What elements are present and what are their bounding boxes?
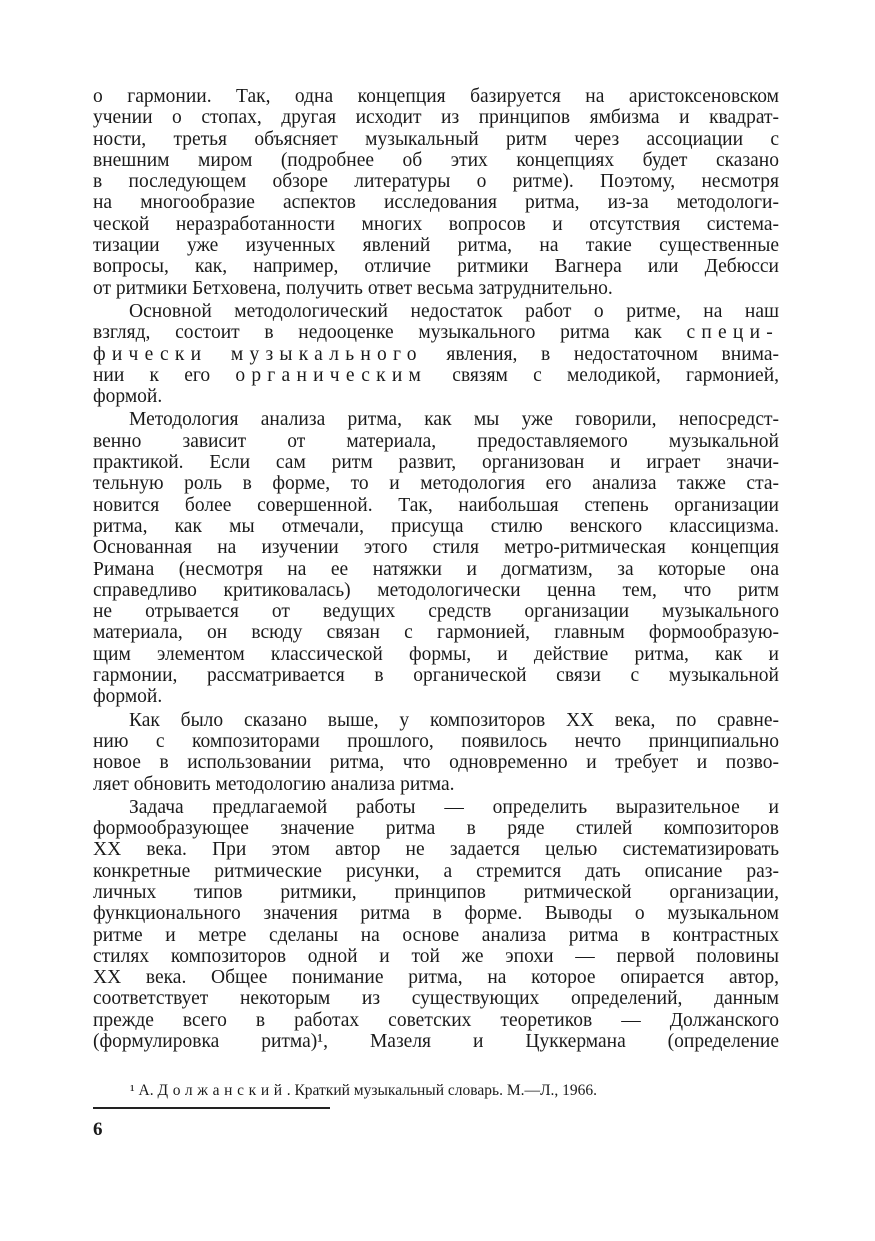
text-line xyxy=(93,150,779,171)
text-segment: стилях композиторов одной и той же эпохи — первой половины xyxy=(93,945,779,967)
spaced-emphasis: органическим xyxy=(235,364,428,386)
text-segment: нию с композиторами прошлого, появилось нечто принципиально xyxy=(93,730,779,752)
text-line xyxy=(93,386,779,407)
text-line xyxy=(93,797,779,818)
text-line xyxy=(93,686,779,707)
text-segment: Римана (несмотря на ее натяжки и догматизм, за которые она xyxy=(93,558,779,580)
text-line xyxy=(93,516,779,537)
text-segment: формой. xyxy=(93,386,163,408)
text-line xyxy=(93,431,779,452)
text-segment: справедливо критиковалась) методологически ценна тем, что ритм xyxy=(93,579,779,601)
body-text xyxy=(93,86,779,1054)
footnote-mark: ¹ А. xyxy=(130,1082,158,1099)
page-number: 6 xyxy=(93,1119,103,1140)
text-line xyxy=(93,903,779,924)
footnote-divider xyxy=(93,1107,330,1109)
text-segment: ности, третья объясняет музыкальный ритм через ассоциации с xyxy=(93,128,779,150)
text-segment: нии к его xyxy=(93,364,236,386)
text-line xyxy=(93,365,779,386)
text-segment: вопросы, как, например, отличие ритмики Вагнера или Дебюсси xyxy=(93,256,779,278)
text-line xyxy=(93,882,779,903)
text-segment: новое в использовании ритма, что одновременно и требует и позво- xyxy=(93,752,779,774)
text-line xyxy=(93,301,779,322)
text-line xyxy=(93,580,779,601)
text-line xyxy=(93,256,779,277)
text-segment: прежде всего в работах советских теоретиков — Должанского xyxy=(93,1009,779,1031)
text-line xyxy=(93,495,779,516)
text-segment: ляет обновить методологию анализа ритма. xyxy=(93,773,455,795)
text-segment: формообразующее значение ритма в ряде стилей композиторов xyxy=(93,818,779,840)
text-segment: личных типов ритмики, принципов ритмической организации, xyxy=(93,881,779,903)
text-line xyxy=(93,665,779,686)
text-segment: Задача предлагаемой работы — определить выразительное и xyxy=(129,796,779,818)
text-line xyxy=(93,129,779,150)
text-segment: учении о стопах, другая исходит из принципов ямбизма и квадрат- xyxy=(93,107,779,129)
text-segment: связям с мелодикой, гармонией, xyxy=(427,364,780,386)
text-segment: Методология анализа ритма, как мы уже говорили, непосредст- xyxy=(129,409,779,431)
text-segment: ческой неразработанности многих вопросов и отсутствия система- xyxy=(93,213,779,235)
text-segment: Как было сказано выше, у композиторов XX века, по сравне- xyxy=(129,709,779,731)
text-line xyxy=(93,235,779,256)
text-line xyxy=(93,559,779,580)
text-line xyxy=(93,171,779,192)
text-segment: венно зависит от материала, предоставляемого музыкальной xyxy=(93,430,779,452)
text-line xyxy=(93,107,779,128)
text-line xyxy=(93,322,779,343)
text-line xyxy=(93,86,779,107)
text-line xyxy=(93,774,779,795)
paragraph xyxy=(93,86,779,299)
text-segment: формой. xyxy=(93,686,163,708)
text-line xyxy=(93,214,779,235)
text-line xyxy=(93,473,779,494)
spaced-emphasis: музыкального xyxy=(230,343,423,365)
paragraph xyxy=(93,797,779,1053)
text-segment: XX века. При этом автор не задается целью систематизировать xyxy=(93,839,779,861)
spaced-emphasis: фически xyxy=(93,343,208,365)
text-segment: щим элементом классической формы, и действие ритма, как и xyxy=(93,643,779,665)
text-segment: Основной методологический недостаток работ о ритме, на наш xyxy=(129,300,779,322)
text-segment: (формулировка ритма)¹, Мазеля и Цуккермана (определение xyxy=(93,1031,779,1053)
text-segment: соответствует некоторым из существующих определений, данным xyxy=(93,988,779,1010)
text-line xyxy=(93,839,779,860)
text-line xyxy=(93,601,779,622)
text-segment: новится более совершенной. Так, наибольшая степень организации xyxy=(93,494,779,516)
text-line xyxy=(93,710,779,731)
text-line xyxy=(93,946,779,967)
text-line xyxy=(93,622,779,643)
text-line xyxy=(93,967,779,988)
text-segment: в последующем обзоре литературы о ритме). Поэтому, несмотря xyxy=(93,171,779,193)
text-segment: тизации уже изученных явлений ритма, на такие существенные xyxy=(93,235,779,257)
paragraph xyxy=(93,710,779,795)
text-segment: о гармонии. Так, одна концепция базируется на аристоксеновском xyxy=(93,86,779,107)
text-line xyxy=(93,861,779,882)
text-segment: не отрывается от ведущих средств организации музыкального xyxy=(93,601,779,623)
text-line xyxy=(93,344,779,365)
text-line xyxy=(93,1010,779,1031)
text-line xyxy=(93,925,779,946)
text-line xyxy=(93,731,779,752)
text-segment: от ритмики Бетховена, получить ответ весьма затруднительно. xyxy=(93,277,613,299)
text-line xyxy=(93,818,779,839)
text-line xyxy=(93,988,779,1009)
text-segment: практикой. Если сам ритм развит, организован и играет значи- xyxy=(93,452,779,474)
footnote xyxy=(130,1082,597,1100)
text-segment: внешним миром (подробнее об этих концепциях будет сказано xyxy=(93,149,779,171)
text-line xyxy=(93,1031,779,1052)
text-line xyxy=(93,409,779,430)
text-segment: взгляд, состоит в недооценке музыкального ритма как xyxy=(93,322,687,344)
text-segment: тельную роль в форме, то и методология его анализа также ста- xyxy=(93,473,779,495)
text-line xyxy=(93,452,779,473)
text-segment xyxy=(207,344,231,365)
text-segment: на многообразие аспектов исследования ритма, из-за методологи- xyxy=(93,192,779,214)
text-line xyxy=(93,192,779,213)
text-segment: ритме и метре сделаны на основе анализа ритма в контрастных xyxy=(93,924,779,946)
text-segment: ритма, как мы отмечали, присуща стилю венского классицизма. xyxy=(93,515,779,537)
text-segment: XX века. Общее понимание ритма, на которое опирается автор, xyxy=(93,967,779,989)
footnote-author: Должанский xyxy=(157,1082,287,1099)
text-segment: явления, в недостаточном внима- xyxy=(422,343,779,365)
paragraph xyxy=(93,409,779,707)
footnote-text: . Краткий музыкальный словарь. М.—Л., 1966. xyxy=(286,1082,597,1099)
text-line xyxy=(93,278,779,299)
text-segment: функционального значения ритма в форме. Выводы о музыкальном xyxy=(93,903,779,925)
text-line xyxy=(93,537,779,558)
text-segment: Основанная на изучении этого стиля метро-ритмическая концепция xyxy=(93,537,779,559)
paragraph xyxy=(93,301,779,407)
text-segment: конкретные ритмические рисунки, а стремится дать описание раз- xyxy=(93,860,779,882)
text-line xyxy=(93,752,779,773)
text-line xyxy=(93,644,779,665)
spaced-emphasis: специ- xyxy=(686,322,779,344)
text-segment: материала, он всюду связан с гармонией, главным формообразую- xyxy=(93,622,779,644)
text-segment: гармонии, рассматривается в органической связи с музыкальной xyxy=(93,665,779,687)
